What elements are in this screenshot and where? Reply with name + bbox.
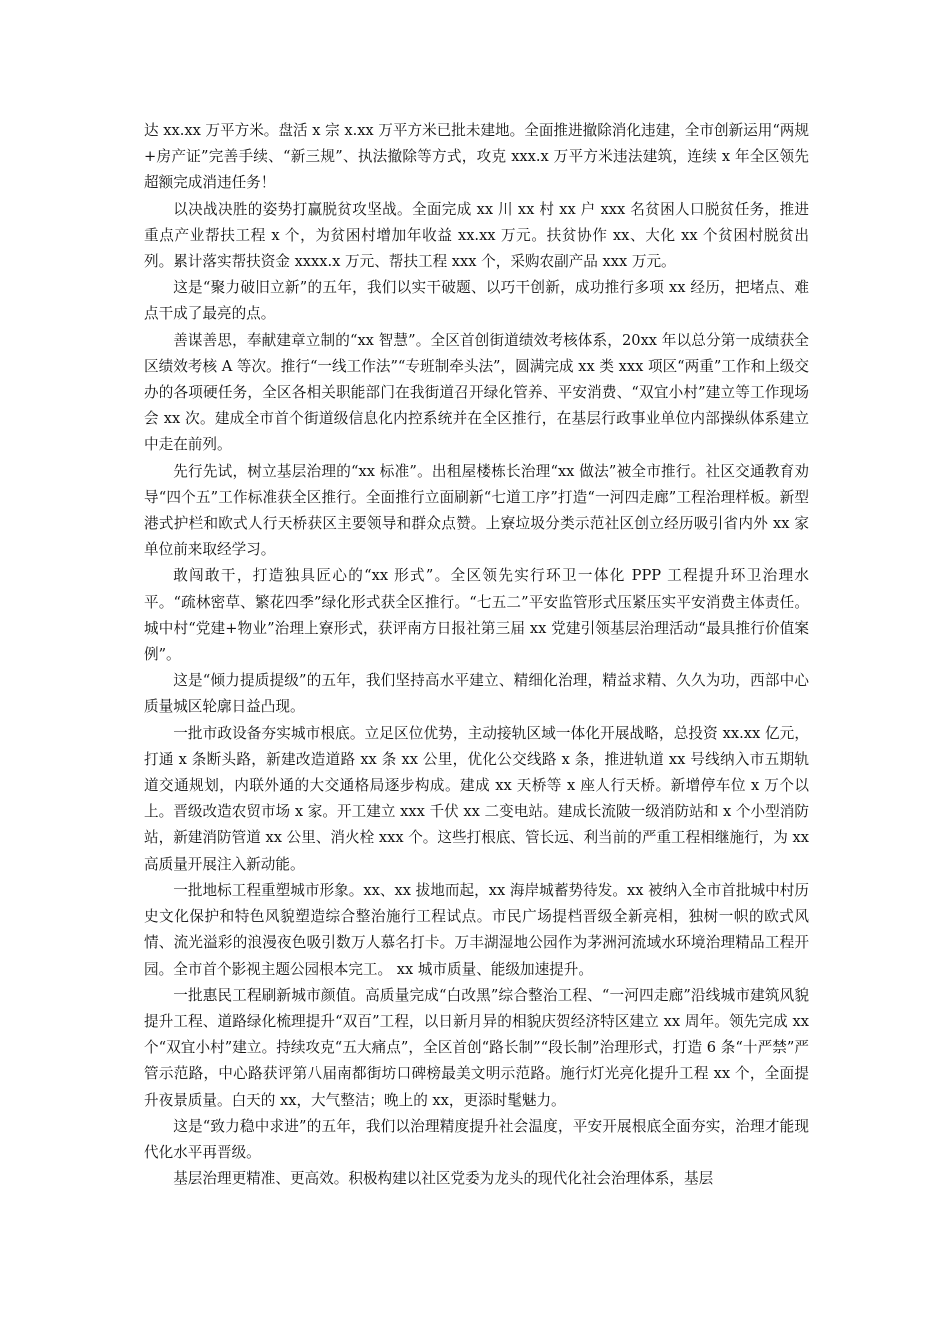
paragraph-poverty-alleviation: 以决战决胜的姿势打赢脱贫攻坚战。全面完成 xx 川 xx 村 xx 户 xxx 名贫困人口脱贫任务，推进重点产业帮扶工程 x 个，为贫困村增加年收益 xx.xx 万元。扶贫协作 xx、大化 xx 个贫困村脱贫出列。累计落实帮扶资金 xxxx.x 万元、帮扶工程 xxx 个，采购农副产品 xxx 万元。 xyxy=(144,200,809,271)
paragraph-grassroots-governance: 基层治理更精准、更高效。积极构建以社区党委为龙头的现代化社会治理体系，基层 xyxy=(173,1170,714,1188)
paragraph-governance-standard: 先行先试，树立基层治理的“xx 标准”。出租屋楼栋长治理“xx 做法”被全市推行。社区交通教育劝导“四个五”工作标准获全区推行。全面推行立面刷新“七道工序”打造“一河四走廊”工程治理样板。新型港式护栏和欧式人行天桥获区主要领导和群众点赞。上寮垃圾分类示范社区创立经历吸引省内外 xx 家单位前来取经学习。 xyxy=(144,462,809,559)
paragraph-institution-building: 善谋善思，奉献建章立制的“xx 智慧”。全区首创街道绩效考核体系，20xx 年以总分第一成绩获全区绩效考核 A 等次。推行“一线工作法”“专班制牵头法”，圆满完成 xx 类 xxx 项区“两重”工作和上级交办的各项硬任务，全区各相关职能部门在我街道召开绿化管养、平安消费、“双宜小村”建立等工作现场会 xx 次。建成全市首个街道级信息化内控系统并在全区推行，在基层行政事业单位内部操纵体系建立中走在前列。 xyxy=(144,331,809,454)
paragraph-quality-intro: 这是“倾力提质提级”的五年，我们坚持高水平建立、精细化治理，精益求精、久久为功，西部中心质量城区轮廓日益凸现。 xyxy=(144,672,809,716)
paragraph-livelihood-projects: 一批惠民工程刷新城市颜值。高质量完成“白改黑”综合整治工程、“一河四走廊”沿线城市建筑风貌提升工程、道路绿化梳理提升“双百”工程，以日新月异的相貌庆贺经济特区建立 xx 周年。领先完成 xx 个“双宜小村”建立。持续攻克“五大痛点”，全区首创“路长制”“段长制”治理形式，打造 6 条“十严禁”严管示范路，中心路获评第八届南都街坊口碑榜最美文明示范路。施行灯光亮化提升工程 xx 个，全面提升夜景质量。白天的 xx，大气整洁；晚上的 xx，更添时髦魅力。 xyxy=(144,986,809,1109)
paragraph-governance-model: 敢闯敢干，打造独具匠心的“xx 形式”。全区领先实行环卫一体化 PPP 工程提升环卫治理水平。“疏林密草、繁花四季”绿化形式获全区推行。“七五二”平安监管形式压紧压实平安消费主体责任。城中村“党建+物业”治理上寮形式，获评南方日报社第三届 xx 党建引领基层治理活动“最具推行价值案例”。 xyxy=(144,567,809,664)
paragraph-stability-intro: 这是“致力稳中求进”的五年，我们以治理精度提升社会温度，平安开展根底全面夯实，治理才能现代化水平再晋级。 xyxy=(144,1117,809,1161)
paragraph-innovation-intro: 这是“聚力破旧立新”的五年，我们以实干破题、以巧干创新，成功推行多项 xx 经历，把堵点、难点干成了最亮的点。 xyxy=(144,279,809,323)
paragraph-landmark-projects: 一批地标工程重塑城市形象。xx、xx 拔地而起，xx 海岸城蓄势待发。xx 被纳入全市首批城中村历史文化保护和特色风貌塑造综合整治施行工程试点。市民广场提档晋级全新亮相，独树一帜的欧式风情、流光溢彩的浪漫夜色吸引数万人慕名打卡。万丰湖湿地公园作为茅洲河流域水环境治理精品工程开园。全市首个影视主题公园根本完工。 xx 城市质量、能级加速提升。 xyxy=(144,881,809,978)
document-page xyxy=(144,118,809,1192)
paragraph-municipal-facilities: 一批市政设备夯实城市根底。立足区位优势，主动接轨区域一体化开展战略，总投资 xx.xx 亿元，打通 x 条断头路，新建改造道路 xx 条 xx 公里，优化公交线路 x 条，推进轨道 xx 号线纳入市五期轨道交通规划，内联外通的大交通格局逐步构成。建成 xx 天桥等 x 座人行天桥。新增停车位 x 万个以上。晋级改造农贸市场 x 家。开工建立 xxx 千伏 xx 二变电站。建成长流陂一级消防站和 x 个小型消防站，新建消防管道 xx 公里、消火栓 xxx 个。这些打根底、管长远、利当前的严重工程相继施行，为 xx 高质量开展注入新动能。 xyxy=(144,724,809,873)
paragraph-demolition-summary: 达 xx.xx 万平方米。盘活 x 宗 x.xx 万平方米已批未建地。全面推进撤除消化违建，全市创新运用“两规+房产证”完善手续、“新三规”、执法撤除等方式，攻克 xxx.x 万平方米违法建筑，连续 x 年全区领先超额完成消违任务！ xyxy=(144,122,809,192)
